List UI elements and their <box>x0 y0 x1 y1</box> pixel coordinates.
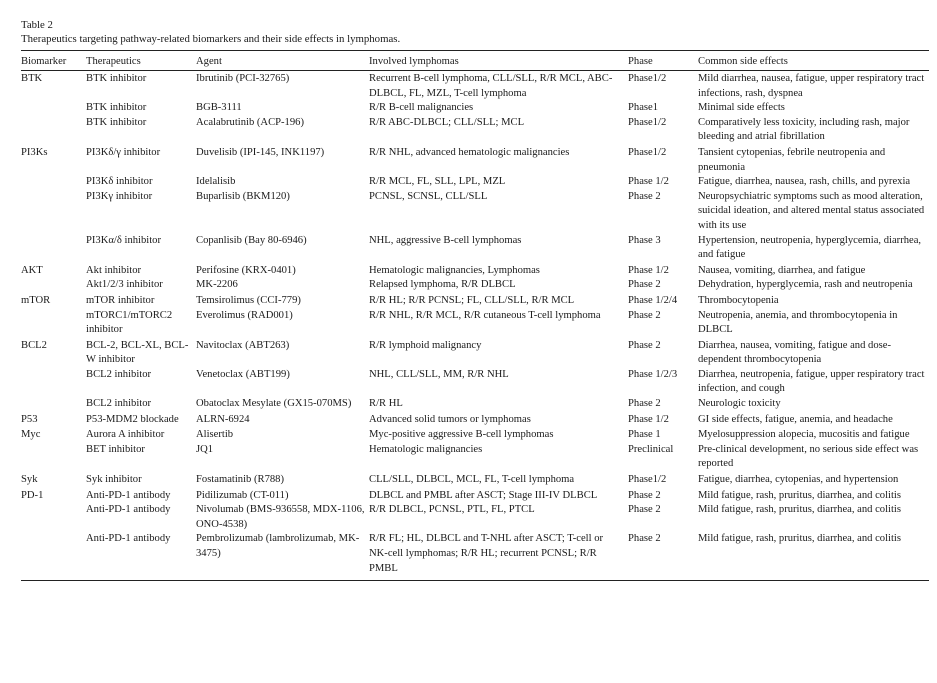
table-row <box>21 293 929 309</box>
phase-cell: Phase1/2 <box>628 474 667 486</box>
therapeutics-cell: PI3Kγ inhibitor <box>86 190 153 202</box>
phase-cell: Phase 3 <box>628 234 661 246</box>
phase-cell: Phase 1 <box>628 429 661 441</box>
table-row <box>21 427 929 443</box>
agent-cell: Pidilizumab (CT-011) <box>196 489 289 501</box>
agent-cell: BGB-3111 <box>196 102 242 114</box>
biomarker-cell <box>21 234 86 263</box>
agent-cell: Fostamatinib (R788) <box>196 474 284 486</box>
table-row <box>21 532 929 580</box>
side-effects-cell: Thrombocytopenia <box>698 294 779 306</box>
table-row <box>21 443 929 472</box>
table-row <box>21 278 929 293</box>
agent-cell: Obatoclax Mesylate (GX15-070MS) <box>196 398 352 410</box>
biomarker-cell <box>21 190 86 234</box>
table-row <box>21 190 929 234</box>
side-effects-cell: Neuropsychiatric symptoms such as mood alteration, suicidal ideation, and altered mental status associated with its use <box>698 190 925 231</box>
side-effects-cell: Nausea, vomiting, diarrhea, and fatigue <box>698 264 866 276</box>
table-caption: Therapeutics targeting pathway-related biomarkers and their side effects in lymphomas. <box>21 33 401 45</box>
table-row <box>21 488 929 504</box>
therapeutics-cell: PI3Kα/δ inhibitor <box>86 234 161 246</box>
phase-cell: Preclinical <box>628 443 674 455</box>
column-header-biomarker: Biomarker <box>21 51 86 71</box>
side-effects-cell: Hypertension, neutropenia, hyperglycemia, diarrhea, and fatigue <box>698 234 922 261</box>
table-row <box>21 503 929 532</box>
therapeutics-cell: BCL2 inhibitor <box>86 368 152 380</box>
involved-lymphomas-cell: R/R HL <box>369 398 403 410</box>
phase-cell: Phase 1/2 <box>628 413 669 425</box>
agent-cell: ALRN-6924 <box>196 413 250 425</box>
therapeutics-cell: Akt inhibitor <box>86 264 142 276</box>
side-effects-cell: Pre-clinical development, no serious side effect was reported <box>698 443 919 470</box>
biomarker-cell: AKT <box>21 264 43 276</box>
column-header-therapeutics: Therapeutics <box>86 51 196 71</box>
agent-cell: Duvelisib (IPI-145, INK1197) <box>196 146 325 158</box>
phase-cell: Phase1 <box>628 102 659 114</box>
therapeutics-cell: Aurora A inhibitor <box>86 429 165 441</box>
biomarker-cell: Myc <box>21 429 41 441</box>
agent-cell: Alisertib <box>196 429 234 441</box>
involved-lymphomas-cell: Recurrent B-cell lymphoma, CLL/SLL, R/R MCL, ABC-DLBCL, FL, MZL, T-cell lymphoma <box>369 73 613 99</box>
agent-cell: MK-2206 <box>196 279 238 291</box>
involved-lymphomas-cell: Advanced solid tumors or lymphomas <box>369 413 531 425</box>
biomarker-cell <box>21 503 86 532</box>
table-row <box>21 397 929 412</box>
therapeutics-cell: Anti-PD-1 antibody <box>86 532 196 580</box>
phase-cell: Phase 2 <box>628 190 661 202</box>
therapeutics-cell: Syk inhibitor <box>86 474 142 486</box>
table-header <box>21 51 929 71</box>
side-effects-cell: Mild fatigue, rash, pruritus, diarrhea, and colitis <box>698 532 929 580</box>
agent-cell: JQ1 <box>196 443 214 455</box>
involved-lymphomas-cell: DLBCL and PMBL after ASCT; Stage III-IV DLBCL <box>369 489 598 501</box>
involved-lymphomas-cell: R/R DLBCL, PCNSL, PTL, FL, PTCL <box>369 504 535 516</box>
involved-lymphomas-cell: R/R HL; R/R PCNSL; FL, CLL/SLL, R/R MCL <box>369 294 575 306</box>
involved-lymphomas-cell: R/R MCL, FL, SLL, LPL, MZL <box>369 176 506 188</box>
biomarker-cell <box>21 101 86 116</box>
involved-lymphomas-cell: R/R FL; HL, DLBCL and T-NHL after ASCT; T-cell or NK-cell lymphomas; R/R HL; recurrent PCNSL; R/R PMBL <box>369 532 628 580</box>
table-row <box>21 234 929 263</box>
side-effects-cell: Neutropenia, anemia, and thrombocytopenia in DLBCL <box>698 309 898 336</box>
therapeutics-cell: mTOR inhibitor <box>86 294 155 306</box>
phase-cell: Phase 2 <box>628 339 661 351</box>
involved-lymphomas-cell: R/R NHL, R/R MCL, R/R cutaneous T-cell lymphoma <box>369 309 601 321</box>
therapeutics-cell: P53-MDM2 blockade <box>86 413 179 425</box>
biomarker-cell: PI3Ks <box>21 146 48 158</box>
agent-cell: Idelalisib <box>196 176 236 188</box>
table-row <box>21 309 929 338</box>
side-effects-cell: Myelosuppression alopecia, mucositis and fatigue <box>698 429 910 441</box>
side-effects-cell: Diarrhea, nausea, vomiting, fatigue and dose-dependent thrombocytopenia <box>698 339 891 366</box>
phase-cell: Phase 1/2/4 <box>628 294 678 306</box>
therapeutics-cell: PI3Kδ inhibitor <box>86 176 153 188</box>
phase-cell: Phase 2 <box>628 309 661 321</box>
involved-lymphomas-cell: Hematologic malignancies, Lymphomas <box>369 264 540 276</box>
phase-cell: Phase 1/2/3 <box>628 368 678 380</box>
table-row <box>21 368 929 397</box>
biomarker-cell <box>21 443 86 472</box>
side-effects-cell: Dehydration, hyperglycemia, rash and neutropenia <box>698 279 913 291</box>
biomarker-cell <box>21 309 86 338</box>
phase-cell: Phase 2 <box>628 532 698 580</box>
therapeutics-cell: BET inhibitor <box>86 443 145 455</box>
table-row <box>21 116 929 145</box>
agent-cell: Venetoclax (ABT199) <box>196 368 290 380</box>
involved-lymphomas-cell: Hematologic malignancies <box>369 443 483 455</box>
biomarker-cell: BCL2 <box>21 339 47 351</box>
side-effects-cell: Diarrhea, neutropenia, fatigue, upper respiratory tract infection, and cough <box>698 368 925 395</box>
involved-lymphomas-cell: PCNSL, SCNSL, CLL/SLL <box>369 190 488 202</box>
side-effects-cell: Mild diarrhea, nausea, fatigue, upper respiratory tract infections, rash, dyspnea <box>698 73 925 99</box>
agent-cell: Acalabrutinib (ACP-196) <box>196 116 304 128</box>
column-header-phase: Phase <box>628 51 698 71</box>
phase-cell: Phase 1/2 <box>628 176 669 188</box>
involved-lymphomas-cell: NHL, aggressive B-cell lymphomas <box>369 234 522 246</box>
agent-cell: Ibrutinib (PCI-32765) <box>196 73 290 84</box>
table-label: Table 2 <box>21 19 53 31</box>
involved-lymphomas-cell: Myc-positive aggressive B-cell lymphomas <box>369 429 554 441</box>
involved-lymphomas-cell: Relapsed lymphoma, R/R DLBCL <box>369 279 516 291</box>
agent-cell: Everolimus (RAD001) <box>196 309 293 321</box>
table-row <box>21 412 929 428</box>
agent-cell: Navitoclax (ABT263) <box>196 339 290 351</box>
table-row <box>21 338 929 368</box>
involved-lymphomas-cell: R/R NHL, advanced hematologic malignancies <box>369 146 570 158</box>
table-row <box>21 175 929 190</box>
therapeutics-cell: Anti-PD-1 antibody <box>86 504 171 516</box>
agent-cell: Buparlisib (BKM120) <box>196 190 290 202</box>
header-row <box>21 51 929 71</box>
agent-cell: Copanlisib (Bay 80-6946) <box>196 234 307 246</box>
phase-cell: Phase 1/2 <box>628 264 669 276</box>
phase-cell: Phase1/2 <box>628 73 667 84</box>
biomarker-cell <box>21 116 86 145</box>
involved-lymphomas-cell: NHL, CLL/SLL, MM, R/R NHL <box>369 368 509 380</box>
agent-cell: Pembrolizumab (lambrolizumab, MK-3475) <box>196 532 369 580</box>
phase-cell: Phase 2 <box>628 489 661 501</box>
involved-lymphomas-cell: CLL/SLL, DLBCL, MCL, FL, T-cell lymphoma <box>369 474 575 486</box>
side-effects-cell: Minimal side effects <box>698 102 785 114</box>
side-effects-cell: Neurologic toxicity <box>698 398 781 410</box>
table-row <box>21 101 929 116</box>
phase-cell: Phase 2 <box>628 504 661 516</box>
therapeutics-cell: BTK inhibitor <box>86 116 147 128</box>
side-effects-cell: GI side effects, fatigue, anemia, and headache <box>698 413 893 425</box>
biomarker-cell <box>21 175 86 190</box>
phase-cell: Phase 2 <box>628 398 661 410</box>
biomarker-cell: mTOR <box>21 294 51 306</box>
biomarker-cell: PD-1 <box>21 489 44 501</box>
biomarker-cell <box>21 278 86 293</box>
biomarker-cell <box>21 397 86 412</box>
biomarker-cell: P53 <box>21 413 38 425</box>
therapeutics-cell: BTK inhibitor <box>86 102 147 114</box>
column-header-agent: Agent <box>196 51 369 71</box>
therapeutics-table <box>21 50 929 581</box>
table-row <box>21 71 929 102</box>
table-row <box>21 472 929 488</box>
table-body <box>21 71 929 581</box>
phase-cell: Phase 2 <box>628 279 661 291</box>
therapeutics-cell: Akt1/2/3 inhibitor <box>86 279 163 291</box>
table-row <box>21 145 929 175</box>
involved-lymphomas-cell: R/R ABC-DLBCL; CLL/SLL; MCL <box>369 116 525 128</box>
side-effects-cell: Fatigue, diarrhea, cytopenias, and hypertension <box>698 474 899 486</box>
biomarker-cell <box>21 368 86 397</box>
involved-lymphomas-cell: R/R lymphoid malignancy <box>369 339 482 351</box>
biomarker-cell: Syk <box>21 474 38 486</box>
column-header-involved-lymphomas: Involved lymphomas <box>369 51 628 71</box>
therapeutics-cell: PI3Kδ/γ inhibitor <box>86 146 161 158</box>
involved-lymphomas-cell: R/R B-cell malignancies <box>369 102 474 114</box>
side-effects-cell: Fatigue, diarrhea, nausea, rash, chills, and pyrexia <box>698 176 911 188</box>
therapeutics-cell: BCL2 inhibitor <box>86 398 152 410</box>
side-effects-cell: Comparatively less toxicity, including rash, major bleeding and atrial fibrillation <box>698 116 910 143</box>
side-effects-cell: Mild fatigue, rash, pruritus, diarrhea, and colitis <box>698 504 901 516</box>
side-effects-cell: Mild fatigue, rash, pruritus, diarrhea, and colitis <box>698 489 901 501</box>
phase-cell: Phase1/2 <box>628 146 667 158</box>
side-effects-cell: Tansient cytopenias, febrile neutropenia and pneumonia <box>698 146 886 173</box>
column-header-side-effects: Common side effects <box>698 51 929 71</box>
therapeutics-cell: BTK inhibitor <box>86 73 147 84</box>
phase-cell: Phase1/2 <box>628 116 667 128</box>
table-row <box>21 263 929 279</box>
agent-cell: Nivolumab (BMS-936558, MDX-1106, ONO-4538) <box>196 504 365 530</box>
agent-cell: Temsirolimus (CCI-779) <box>196 294 301 306</box>
biomarker-cell <box>21 532 86 580</box>
agent-cell: Perifosine (KRX-0401) <box>196 264 296 276</box>
biomarker-cell: BTK <box>21 73 43 84</box>
therapeutics-cell: BCL-2, BCL-XL, BCL-W inhibitor <box>86 339 189 366</box>
therapeutics-cell: Anti-PD-1 antibody <box>86 489 171 501</box>
therapeutics-cell: mTORC1/mTORC2 inhibitor <box>86 309 173 336</box>
